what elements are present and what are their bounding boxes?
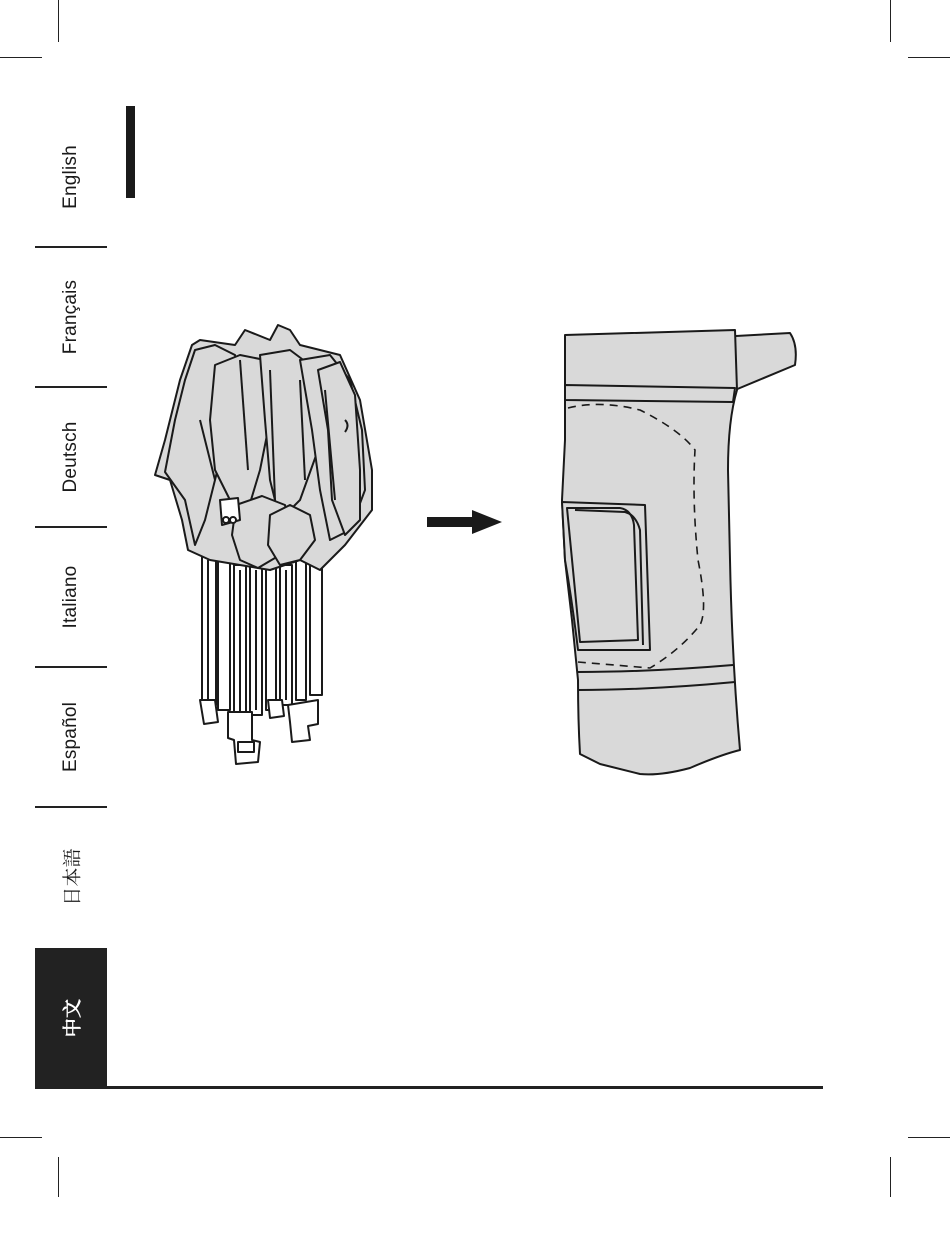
tab-japanese-label: 日本語 [62,848,84,906]
folded-canopy-frame [155,325,372,764]
tab-english-label: English [60,145,81,209]
tab-italiano-label: Italiano [60,565,81,629]
storage-bag [562,330,796,774]
right-arrow [427,510,502,534]
tab-francais-label: Français [60,279,81,355]
tab-chinese-label: 中文 [62,998,84,1038]
tab-espanol-label: Español [60,701,81,773]
tab-deutsch-label: Deutsch [60,421,81,493]
